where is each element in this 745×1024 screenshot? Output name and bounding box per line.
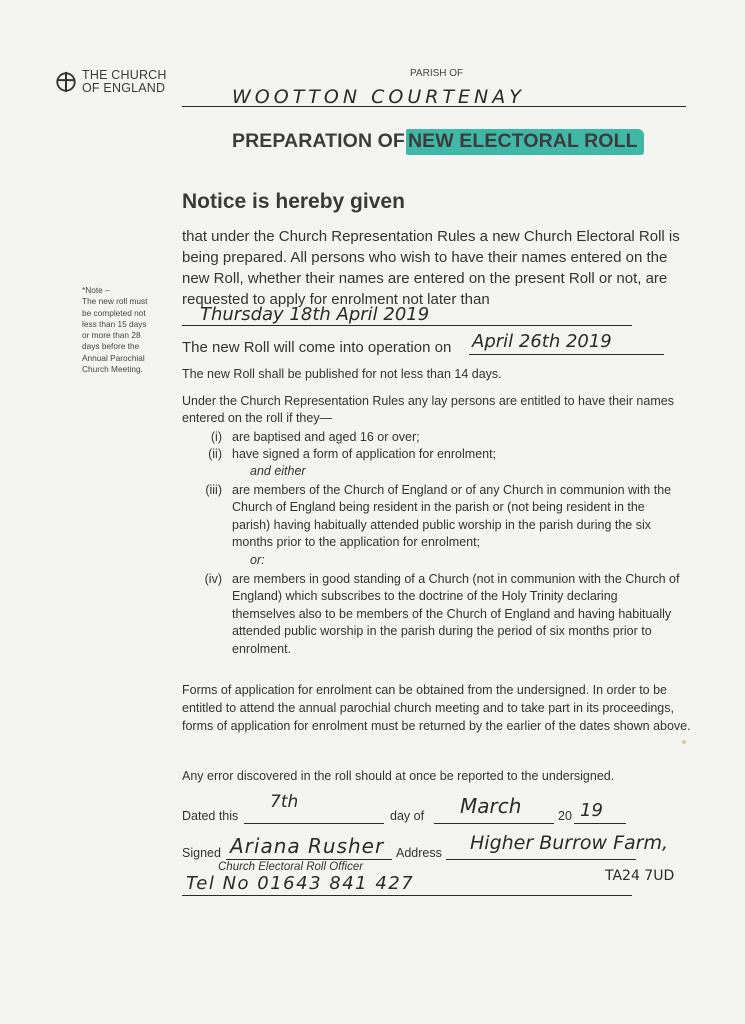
- rule-number: (iv): [204, 572, 222, 586]
- rule-item: [182, 571, 692, 661]
- rule-item: [182, 429, 692, 447]
- day-value: 7th: [270, 792, 299, 812]
- rule-text: are baptised and aged 16 or over;: [232, 430, 420, 444]
- logo-text: [82, 69, 167, 95]
- rule-text: have signed a form of application for enrolment;: [232, 447, 497, 461]
- logo-line-1: THE CHURCH: [82, 68, 167, 82]
- rule-item: [182, 482, 692, 554]
- rule-text: are members of the Church of England or of any Church in communion with the Church of England being resident in the parish or (not being resident in the parish) having habitually attended public worship in the parish during the six months prior to the application for enrolment;: [232, 483, 672, 550]
- postcode: TA24 7UD: [605, 868, 675, 884]
- telephone-line: [182, 881, 632, 896]
- rules-intro: Under the Church Representation Rules any lay persons are entitled to have their names entered on the roll if they—: [182, 394, 674, 425]
- officer-title: Church Electoral Roll Officer: [218, 861, 364, 873]
- side-note-line: less than 15 days: [82, 318, 147, 329]
- notice-paragraph: that under the Church Representation Rules a new Church Electoral Roll is being prepared. All persons who wish to have their names entered on the new Roll, whether their names are entered on the present Roll or not, are requested to apply for enrolment not later than: [182, 228, 680, 308]
- side-note-line: Church Meeting.: [82, 364, 143, 375]
- church-of-england-logo: [55, 69, 167, 95]
- church-of-england-cross-icon: [55, 71, 77, 93]
- address-label: Address: [396, 846, 442, 860]
- operation-date: April 26th 2019: [472, 331, 612, 352]
- side-note-line: be completed not: [82, 307, 146, 318]
- side-note: [82, 285, 172, 375]
- operation-date-line: [469, 340, 664, 355]
- side-note-line: or more than 28: [82, 330, 141, 341]
- logo-line-2: OF ENGLAND: [82, 81, 166, 95]
- connector-or: or:: [250, 553, 265, 567]
- day-line: [244, 808, 384, 824]
- operation-label: The new Roll will come into operation on: [182, 339, 452, 356]
- title-highlight: NEW ELECTORAL ROLL: [406, 129, 644, 155]
- forms-paragraph: Forms of application for enrolment can be obtained from the undersigned. In order to be entitled to attend the annual parochial church meeting and to take part in its proceedings, forms of application for enrolment must be returned by the earlier of the dates shown above.: [182, 683, 691, 733]
- page-title: [232, 130, 644, 153]
- side-note-line: *Note –: [82, 285, 110, 295]
- address-value: Higher Burrow Farm,: [470, 832, 669, 854]
- dated-label: Dated this: [182, 809, 239, 823]
- rule-number: (ii): [208, 447, 222, 461]
- parish-name-line: [182, 91, 686, 107]
- connector-either: and either: [250, 464, 306, 478]
- signed-label: Signed: [182, 846, 221, 860]
- rule-text: are members in good standing of a Church (not in communion with the Church of England) which subscribes to the doctrine of the Holy Trinity declaring themselves also to be members of the Church of England and having habitually attended public worship in the parish during the period of six months prior to enrolment.: [232, 572, 680, 656]
- parish-of-label: PARISH OF: [410, 68, 464, 79]
- day-of-label: day of: [390, 809, 425, 823]
- title-prefix: PREPARATION OF: [232, 130, 405, 152]
- year-value: 19: [580, 800, 603, 821]
- published-text: The new Roll shall be published for not less than 14 days.: [182, 367, 502, 381]
- rule-number: (i): [210, 430, 222, 444]
- error-paragraph: Any error discovered in the roll should at once be reported to the undersigned.: [182, 769, 615, 783]
- rule-number: (iii): [205, 483, 222, 497]
- notice-heading: Notice is hereby given: [182, 190, 405, 213]
- side-note-line: Annual Parochial: [82, 352, 145, 363]
- side-note-line: days before the: [82, 341, 140, 352]
- parish-name: WOOTTON COURTENAY: [232, 86, 525, 108]
- signature: Ariana Rusher: [230, 834, 385, 858]
- deadline-line: [182, 310, 632, 326]
- year-prefix: 20: [558, 809, 572, 823]
- paper-mark: [682, 740, 686, 744]
- rule-item: [182, 446, 692, 464]
- telephone: Tel No 01643 841 427: [186, 873, 415, 894]
- deadline-date: Thursday 18th April 2019: [200, 304, 430, 325]
- month-value: March: [460, 794, 522, 818]
- side-note-line: The new roll must: [82, 296, 148, 307]
